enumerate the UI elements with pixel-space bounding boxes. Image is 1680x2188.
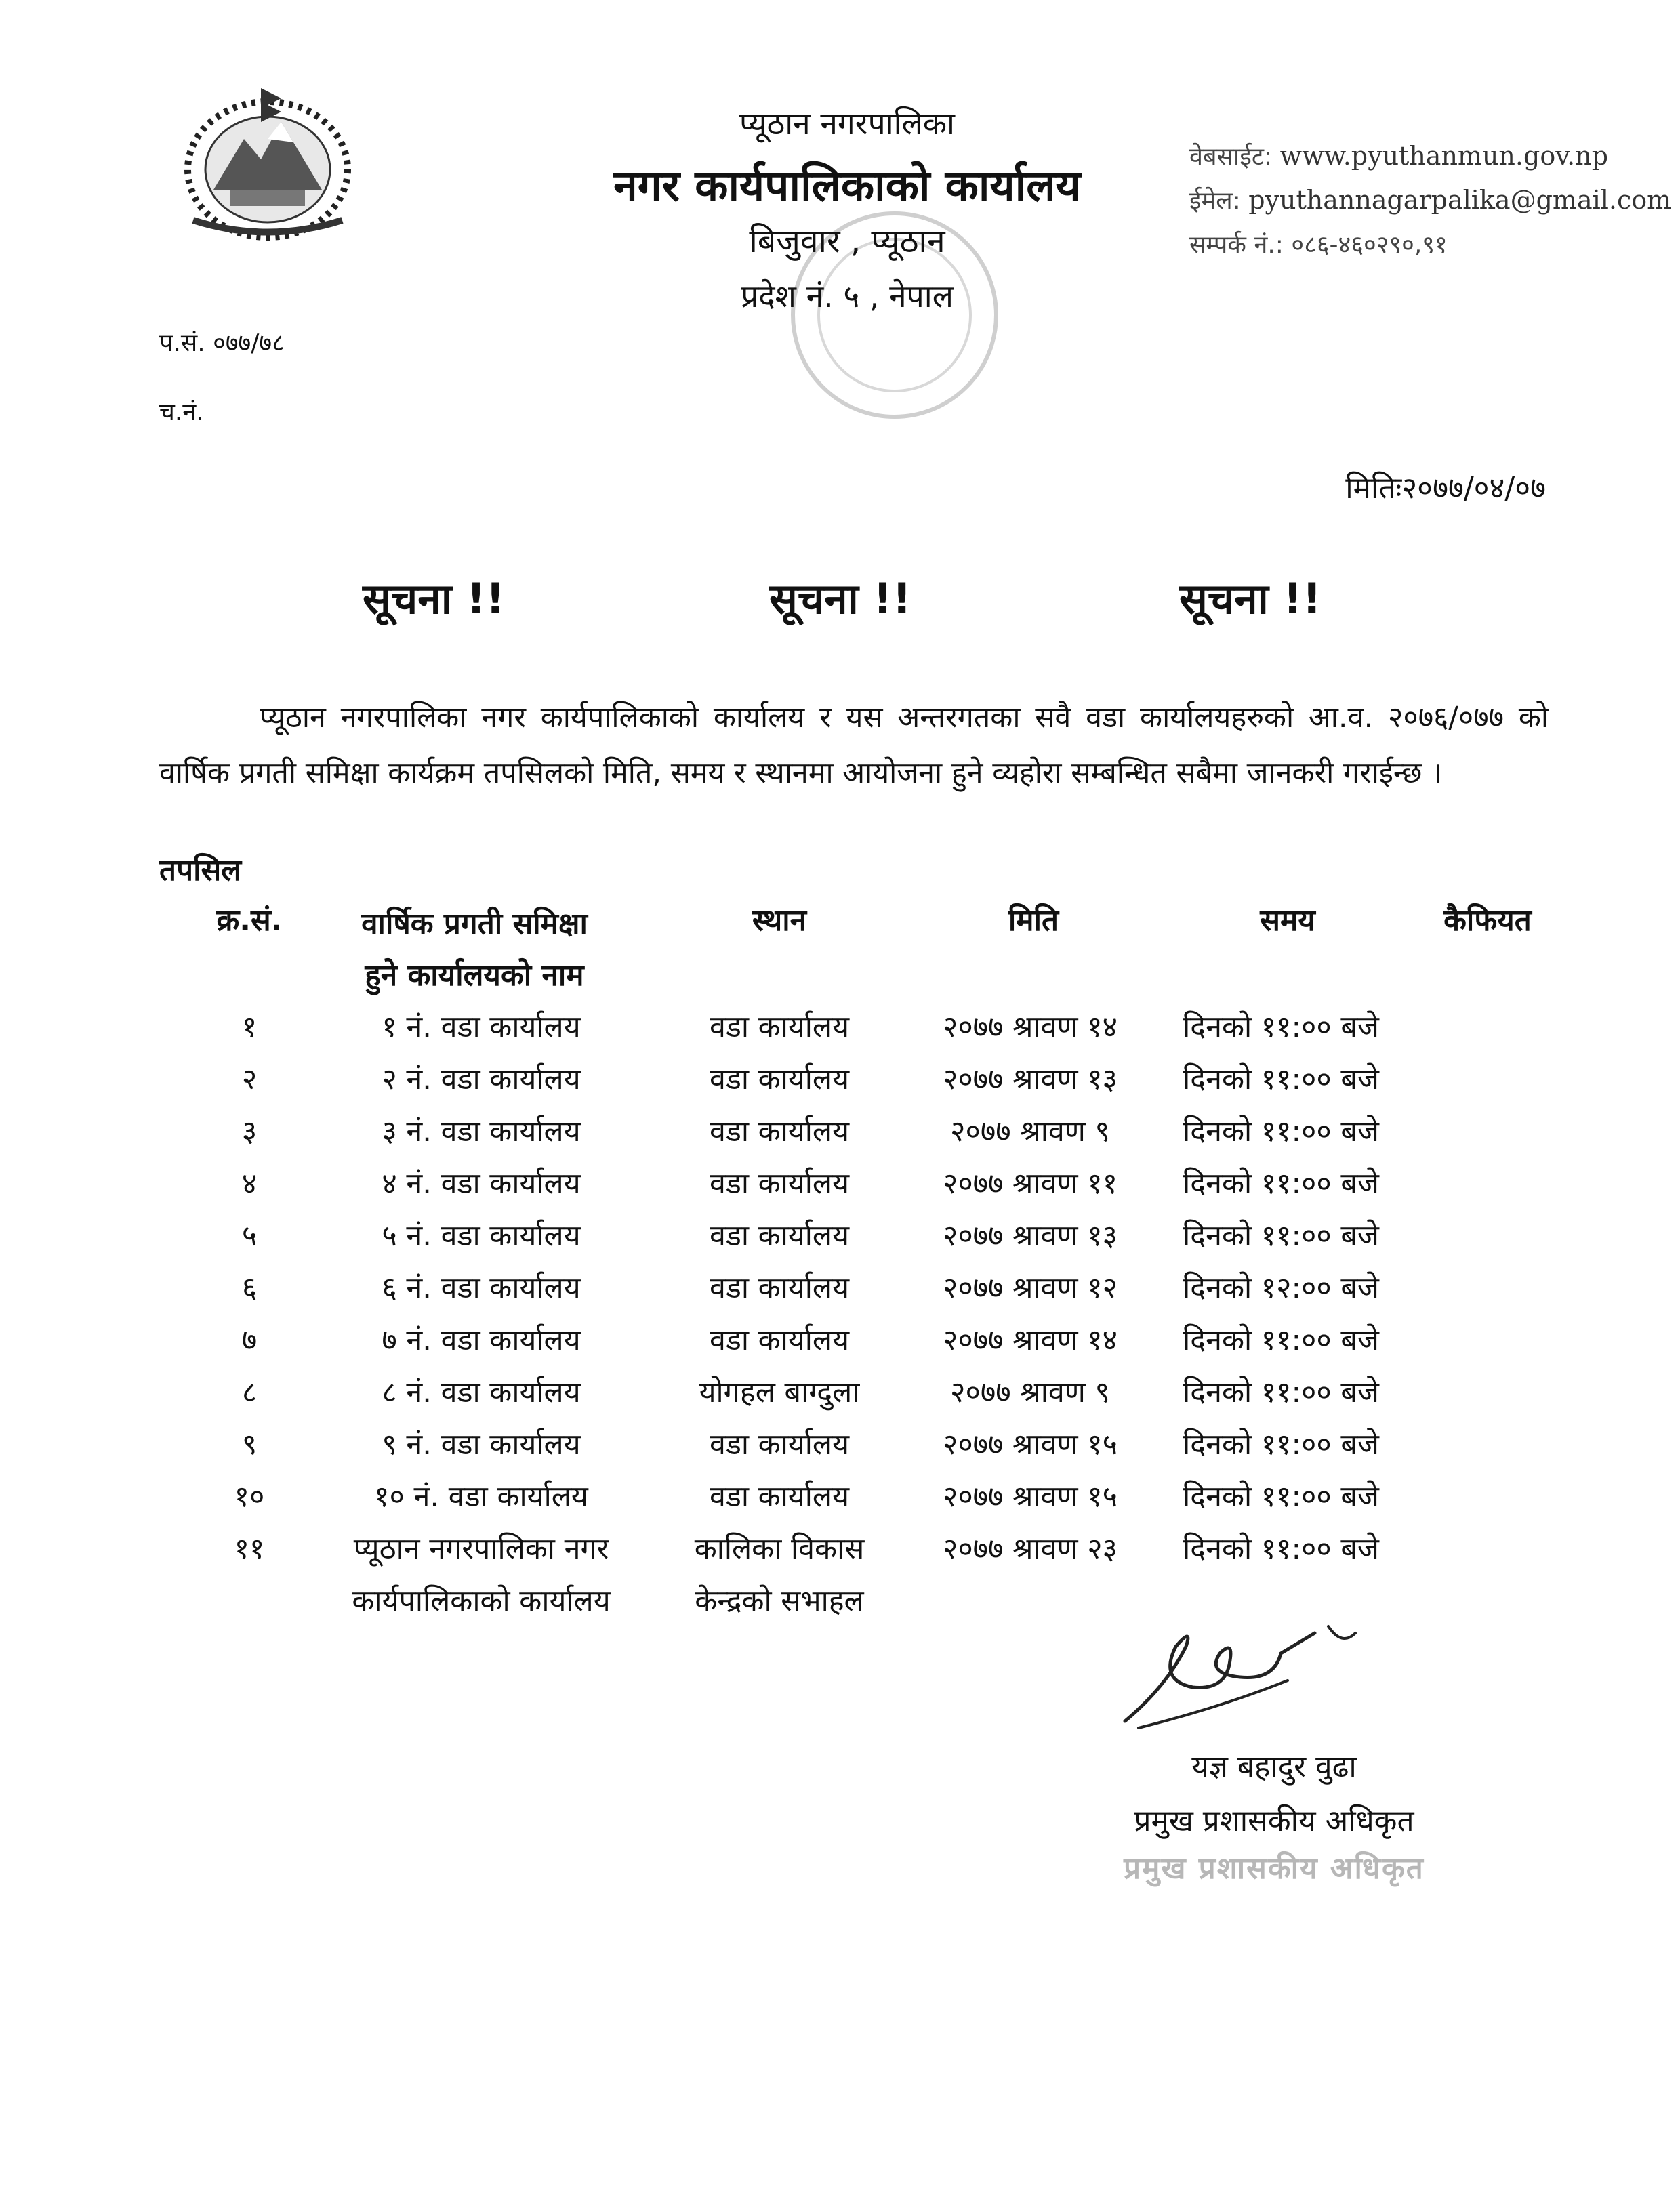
table-row (195, 1471, 1551, 1523)
cell-place: वडा कार्यालय (709, 1428, 850, 1462)
notice-title-1: सूचना !! (363, 574, 505, 623)
office-location: बिजुवार , प्यूठान (749, 222, 945, 260)
cell-office: १० नं. वडा कार्यालय (374, 1480, 588, 1514)
table-row (195, 1262, 1551, 1315)
table-row (195, 1210, 1551, 1262)
cell-serial: १० (234, 1480, 265, 1514)
details-label: तपसिल (159, 853, 242, 888)
cell-time: दिनको ११:०० बजे (1183, 1115, 1379, 1149)
cell-place: योगहल बाग्दुला (699, 1376, 860, 1409)
notice-paragraph: प्यूठान नगरपालिका नगर कार्यपालिकाको कार्यालय र यस अन्तरगतका सवै वडा कार्यालयहरुको आ.व. २०७६/०७७ को वार्षिक प्रगती समिक्षा कार्यक्रम तपसिलको मिति, समय र स्थानमा आयोजना हुने व्यहोरा सम्बन्धित सबैमा जानकरी गराईन्छ । (159, 701, 1549, 790)
cell-serial: ३ (241, 1115, 258, 1149)
cell-date: २०७७ श्रावण १४ (942, 1323, 1118, 1357)
cell-time: दिनको ११:०० बजे (1183, 1167, 1379, 1201)
cell-place: कालिका विकास केन्द्रको सभाहल (694, 1532, 865, 1618)
cell-office: प्यूठान नगरपालिका नगर कार्यपालिकाको कार्यालय (352, 1532, 611, 1618)
phone-line (1189, 227, 1448, 260)
cell-date: २०७७ श्रावण १३ (942, 1219, 1118, 1253)
table-row (195, 1419, 1551, 1471)
cell-place: वडा कार्यालय (709, 1062, 850, 1096)
cell-serial: ९ (241, 1428, 258, 1462)
office-name: नगर कार्यपालिकाको कार्यालय (613, 161, 1081, 211)
cell-serial: ७ (241, 1323, 258, 1357)
website-link[interactable]: www.pyuthanmun.gov.np (1279, 141, 1609, 171)
header-serial: क्र.सं. (216, 903, 283, 938)
cell-date: २०७७ श्रावण १२ (942, 1271, 1118, 1305)
cell-date: २०७७ श्रावण १३ (942, 1062, 1118, 1096)
header-office-name-line2: हुने कार्यालयको नाम (365, 958, 584, 993)
signatory-title: प्रमुख प्रशासकीय अधिकृत (1134, 1804, 1414, 1838)
cell-serial: ११ (234, 1532, 265, 1566)
cell-office: ८ नं. वडा कार्यालय (382, 1376, 581, 1409)
cell-place: वडा कार्यालय (709, 1010, 850, 1044)
table-row (195, 1315, 1551, 1367)
header-office-name (319, 899, 630, 1002)
cell-time: दिनको ११:०० बजे (1183, 1480, 1379, 1514)
cell-time: दिनको ११:०० बजे (1183, 1062, 1379, 1096)
table-row (195, 1158, 1551, 1210)
website-line (1189, 139, 1608, 172)
schedule-table (195, 1002, 1551, 1628)
cell-time: दिनको ११:०० बजे (1183, 1376, 1379, 1409)
cell-time: दिनको ११:०० बजे (1183, 1010, 1379, 1044)
header-remark: कैफियत (1443, 903, 1532, 938)
letter-date: मितिः२०७७/०४/०७ (1345, 471, 1546, 505)
email-link[interactable]: pyuthannagarpalika@gmail.com (1248, 185, 1672, 215)
cell-time: दिनको ११:०० बजे (1183, 1323, 1379, 1357)
cell-date: २०७७ श्रावण १४ (942, 1010, 1118, 1044)
cell-time: दिनको १२:०० बजे (1183, 1271, 1379, 1305)
cell-office: ४ नं. वडा कार्यालय (382, 1167, 581, 1201)
cell-time: दिनको ११:०० बजे (1183, 1428, 1379, 1462)
notice-title-2: सूचना !! (769, 574, 911, 623)
cell-serial: २ (241, 1062, 258, 1096)
office-province: प्रदेश नं. ५ , नेपाल (741, 278, 954, 314)
cell-time: दिनको ११:०० बजे (1183, 1219, 1379, 1253)
cell-serial: १ (241, 1010, 258, 1044)
email-line (1189, 183, 1671, 216)
cell-office: ५ नं. वडा कार्यालय (382, 1219, 581, 1253)
cell-office: ६ नं. वडा कार्यालय (382, 1271, 581, 1305)
header-time: समय (1260, 903, 1315, 938)
dispatch-number: च.नं. (159, 398, 204, 426)
email-label: ईमेल: (1189, 187, 1241, 215)
signature-image (1111, 1606, 1396, 1741)
header-date: मिति (1008, 903, 1059, 938)
cell-time: दिनको ११:०० बजे (1183, 1532, 1379, 1566)
cell-serial: ६ (241, 1271, 258, 1305)
cell-office: ७ नं. वडा कार्यालय (382, 1323, 581, 1357)
cell-office: ९ नं. वडा कार्यालय (382, 1428, 581, 1462)
cell-serial: ४ (241, 1167, 258, 1201)
notice-title-3: सूचना !! (1179, 574, 1322, 623)
table-row (195, 1367, 1551, 1419)
cell-office: २ नं. वडा कार्यालय (382, 1062, 581, 1096)
cell-serial: ८ (241, 1376, 258, 1409)
cell-serial: ५ (241, 1219, 258, 1253)
header-office-name-line1: वार्षिक प्रगती समिक्षा (361, 907, 588, 941)
letter-number: प.सं. ०७७/७८ (159, 329, 285, 357)
cell-office: ३ नं. वडा कार्यालय (382, 1115, 581, 1149)
cell-place: वडा कार्यालय (709, 1323, 850, 1357)
cell-place: वडा कार्यालय (709, 1167, 850, 1201)
phone-label: सम्पर्क नं.: (1189, 231, 1284, 259)
phone-number: ०८६-४६०२९०,९१ (1291, 231, 1448, 259)
cell-place: वडा कार्यालय (709, 1115, 850, 1149)
cell-place: वडा कार्यालय (709, 1480, 850, 1514)
cell-place: वडा कार्यालय (709, 1219, 850, 1253)
cell-date: २०७७ श्रावण ९ (950, 1376, 1110, 1409)
cell-place: वडा कार्यालय (709, 1271, 850, 1305)
table-row (195, 1002, 1551, 1054)
cell-date: २०७७ श्रावण २३ (942, 1532, 1118, 1566)
designation-stamp: प्रमुख प्रशासकीय अधिकृत (1124, 1851, 1425, 1886)
website-label: वेबसाईट: (1189, 143, 1273, 171)
header-place: स्थान (752, 903, 807, 938)
cell-office: १ नं. वडा कार्यालय (382, 1010, 581, 1044)
cell-date: २०७७ श्रावण १५ (942, 1480, 1118, 1514)
signatory-name: यज्ञ बहादुर वुढा (1191, 1750, 1357, 1784)
table-row (195, 1106, 1551, 1158)
municipality-name: प्यूठान नगरपालिका (739, 105, 955, 142)
cell-date: २०७७ श्रावण ११ (942, 1167, 1118, 1201)
table-row (195, 1054, 1551, 1106)
government-emblem-icon (166, 75, 369, 251)
cell-date: २०७७ श्रावण ९ (950, 1115, 1110, 1149)
cell-date: २०७७ श्रावण १५ (942, 1428, 1118, 1462)
